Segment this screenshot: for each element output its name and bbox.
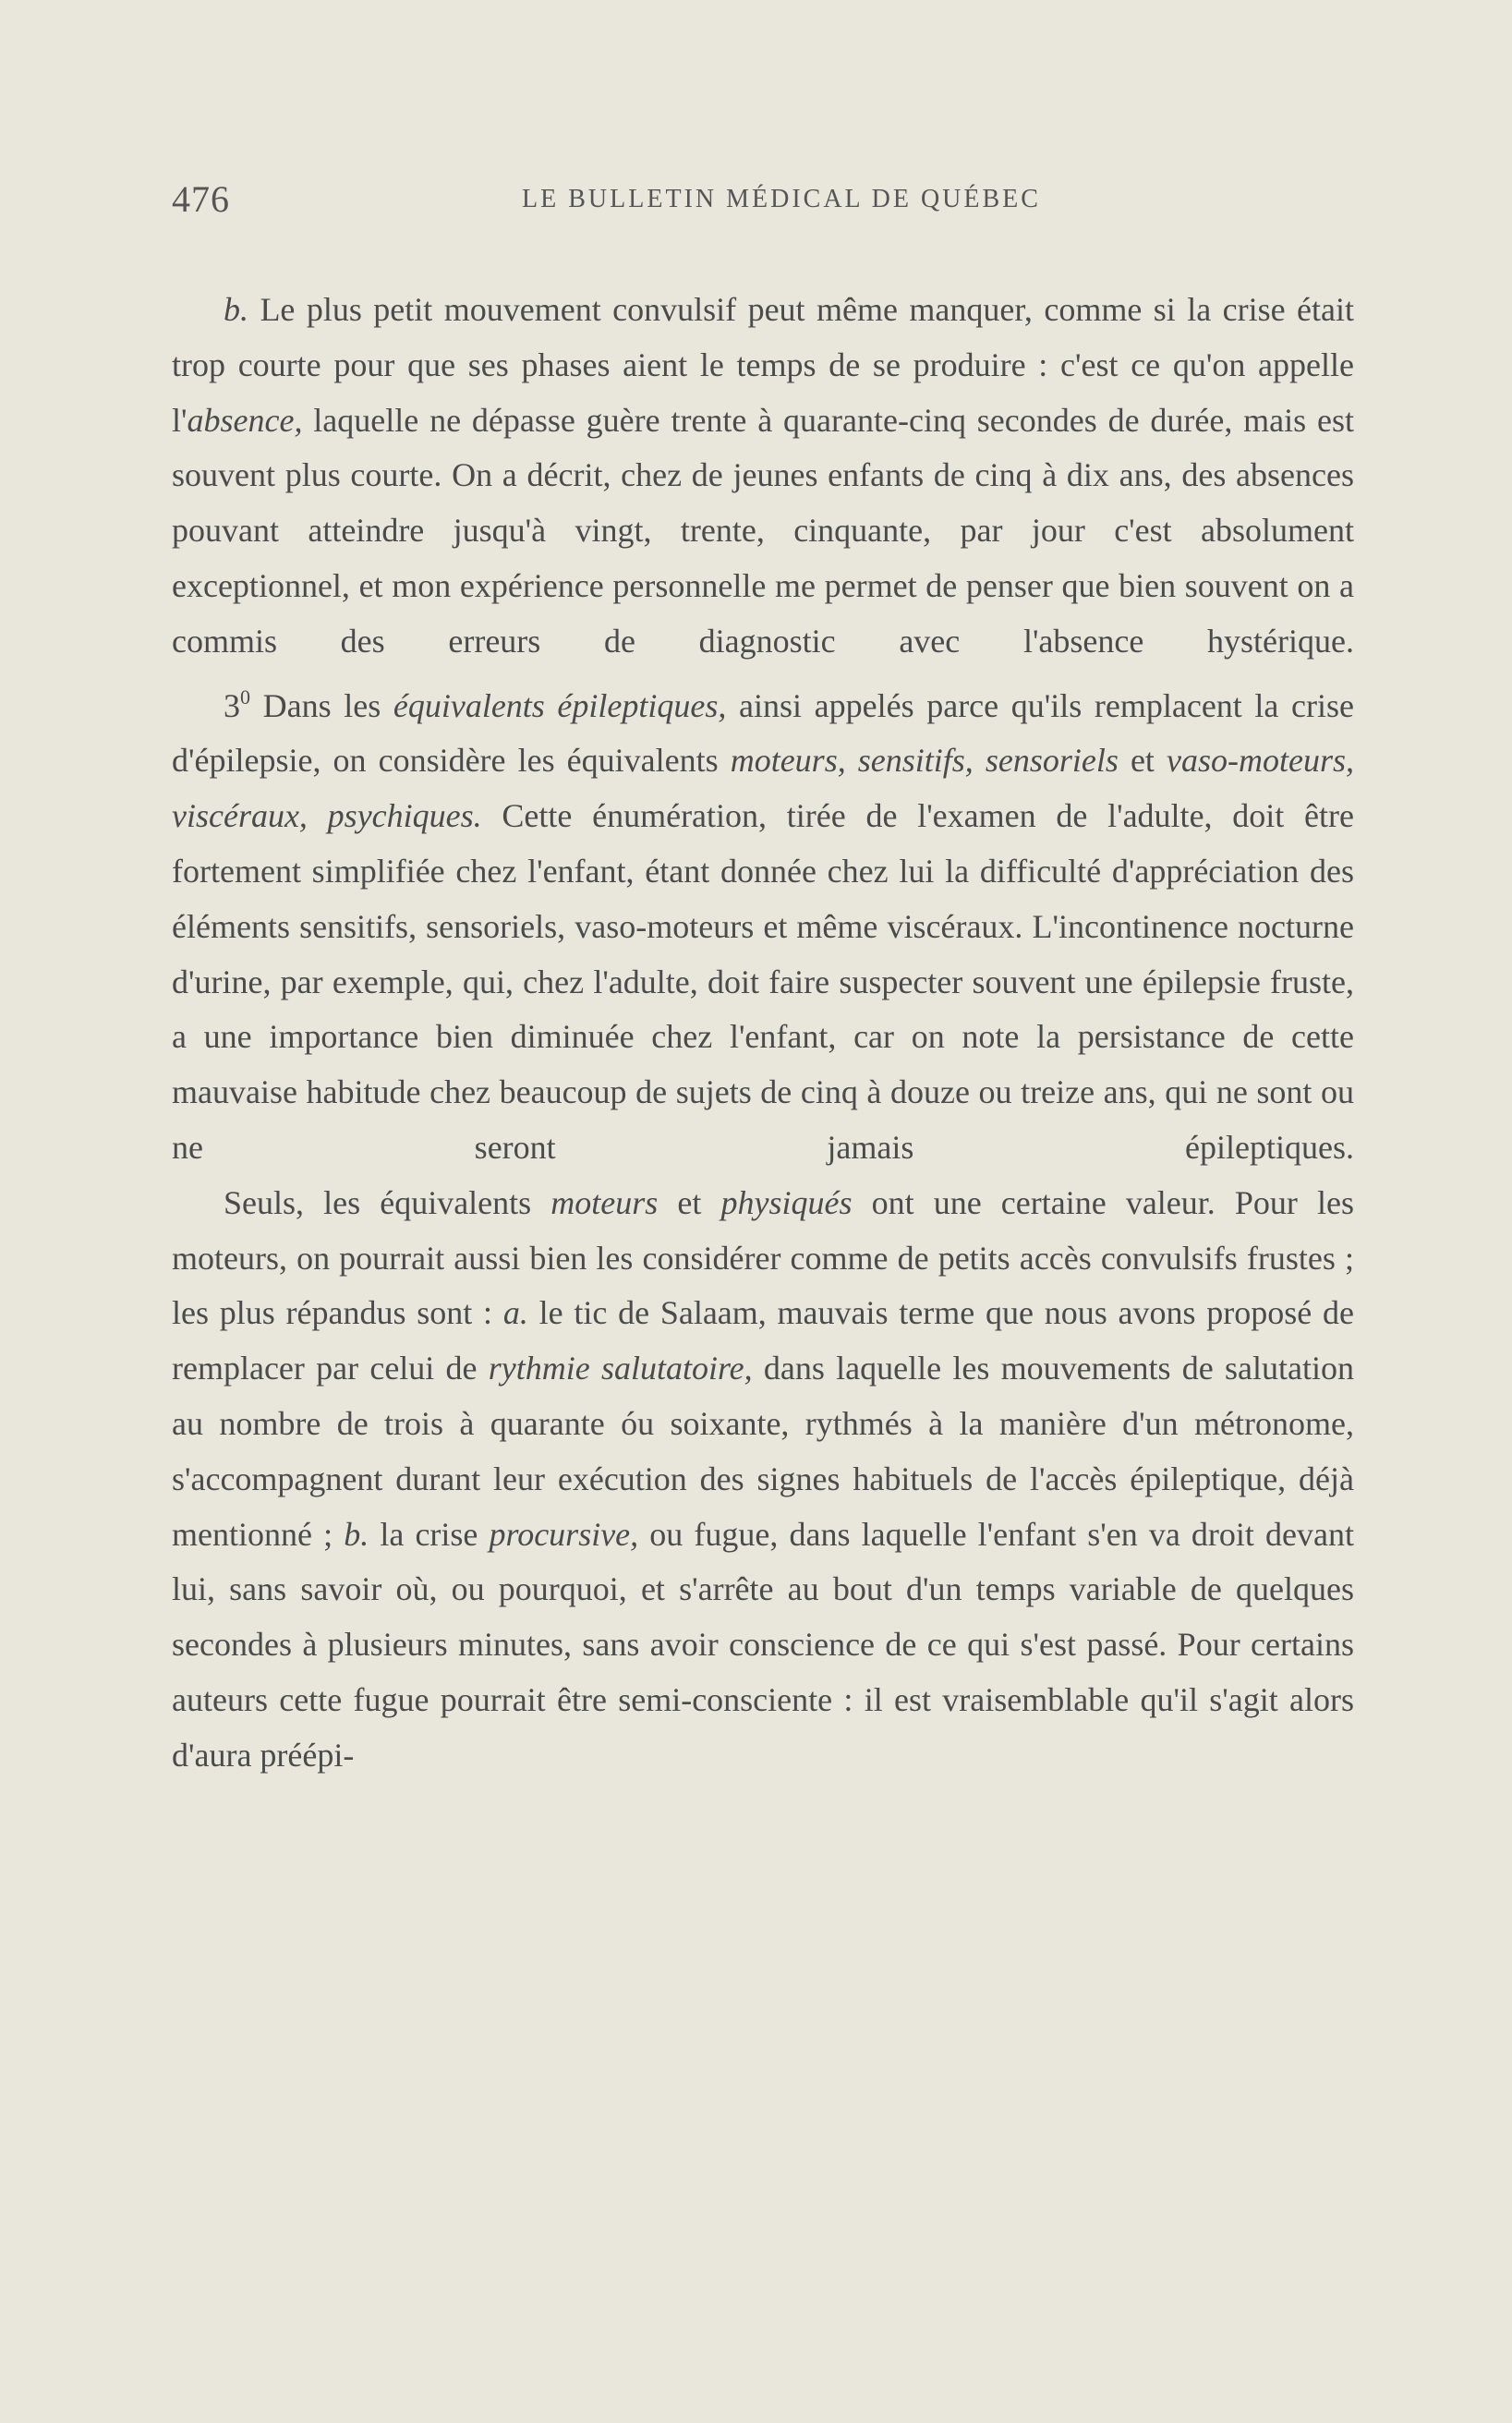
text-run: le tic de Salaam, mauvais terme que nous avons proposé de remplacer par celui de: [172, 1294, 1354, 1387]
text-run: la crise: [369, 1515, 490, 1553]
text-run: et: [1118, 742, 1167, 780]
paragraph-absence: [172, 283, 1354, 670]
text-run: Dans les: [250, 686, 393, 724]
italic-term: procursive,: [489, 1515, 639, 1553]
text-run: et: [658, 1183, 721, 1221]
text-run: laquelle ne dépasse guère trente à quarante-cinq secondes de durée, mais est souvent plus courte. On a décrit, chez de jeunes enfants de cinq à dix ans, des absences pouvant atteindre jusqu'à vingt, trente, cinquante, par jour c'est absolument exceptionnel, et mon expérience personnelle me permet de penser que bien souvent on a commis des erreurs de diagnostic avec l'absence hystérique.: [172, 401, 1354, 660]
italic-term: moteurs, sensitifs, sensoriels: [730, 742, 1119, 780]
text-run: Seuls, les équivalents: [224, 1183, 551, 1221]
text-run: ont une certaine valeur. Pour les moteurs, on pourrait aussi bien les considérer comme de petits accès convulsifs frustes ; les plus répandus sont :: [172, 1183, 1354, 1332]
italic-term: b.: [224, 291, 248, 328]
text-run: ou fugue, dans laquelle l'enfant s'en va droit devant lui, sans savoir où, ou pourquoi, et s'arrête au bout d'un temps variable de quelques secondes à plusieurs minutes, sans avoir conscience de ce qui s'est passé. Pour certains auteurs cette fugue pourrait être semi-consciente : il est vraisemblable qu'il s'agit alors d'aura préépi-: [172, 1515, 1355, 1774]
running-head: LE BULLETIN MÉDICAL DE QUÉBEC: [522, 185, 1041, 213]
italic-term: vaso-moteurs, viscéraux, psychiques.: [172, 742, 1354, 835]
italic-term: équivalents épileptiques,: [393, 686, 727, 724]
text-run: Cette énumération, tirée de l'examen de l'adulte, doit être fortement simplifiée chez l'enfant, étant donnée chez lui la difficulté d'appréciation des éléments sensitifs, sensoriels, vaso-moteurs et même viscéraux. L'incontinence nocturne d'urine, par exemple, qui, chez l'adulte, doit faire suspecter souvent une épilepsie fruste, a une importance bien diminuée chez l'enfant, car on note la persistance de cette mauvaise habitude chez beaucoup de sujets de cinq à douze ou treize ans, qui ne sont ou ne seront jamais épileptiques.: [172, 797, 1354, 1166]
body-text: [172, 283, 1354, 1784]
italic-term: physiqués: [720, 1183, 853, 1221]
italic-term: rythmie salutatoire,: [488, 1350, 753, 1387]
italic-term: absence,: [187, 401, 303, 439]
text-run: Le plus petit mouvement convulsif peut même manquer, comme si la crise était trop courte pour que ses phases aient le temps de se produire : c'est ce qu'on appelle l': [172, 291, 1354, 439]
page-number: 476: [172, 178, 230, 220]
paragraph-moteurs: [172, 1176, 1354, 1784]
italic-term: a.: [502, 1294, 528, 1332]
paragraph-equivalents: [172, 670, 1354, 1176]
italic-term: moteurs: [550, 1183, 659, 1221]
text-run: ainsi appelés parce qu'ils remplacent la crise d'épilepsie, on considère les équivalents: [172, 686, 1354, 780]
text-run: dans laquelle les mouvements de salutation au nombre de trois à quarante óu soixante, rythmés à la manière d'un métronome, s'accompagnent durant leur exécution des signes habituels de l'accès épileptique, déjà mentionné ;: [172, 1350, 1354, 1553]
page-header: [172, 177, 1354, 233]
text-run: 3: [224, 686, 240, 724]
italic-term: b.: [344, 1515, 369, 1553]
superscript: 0: [240, 684, 250, 709]
